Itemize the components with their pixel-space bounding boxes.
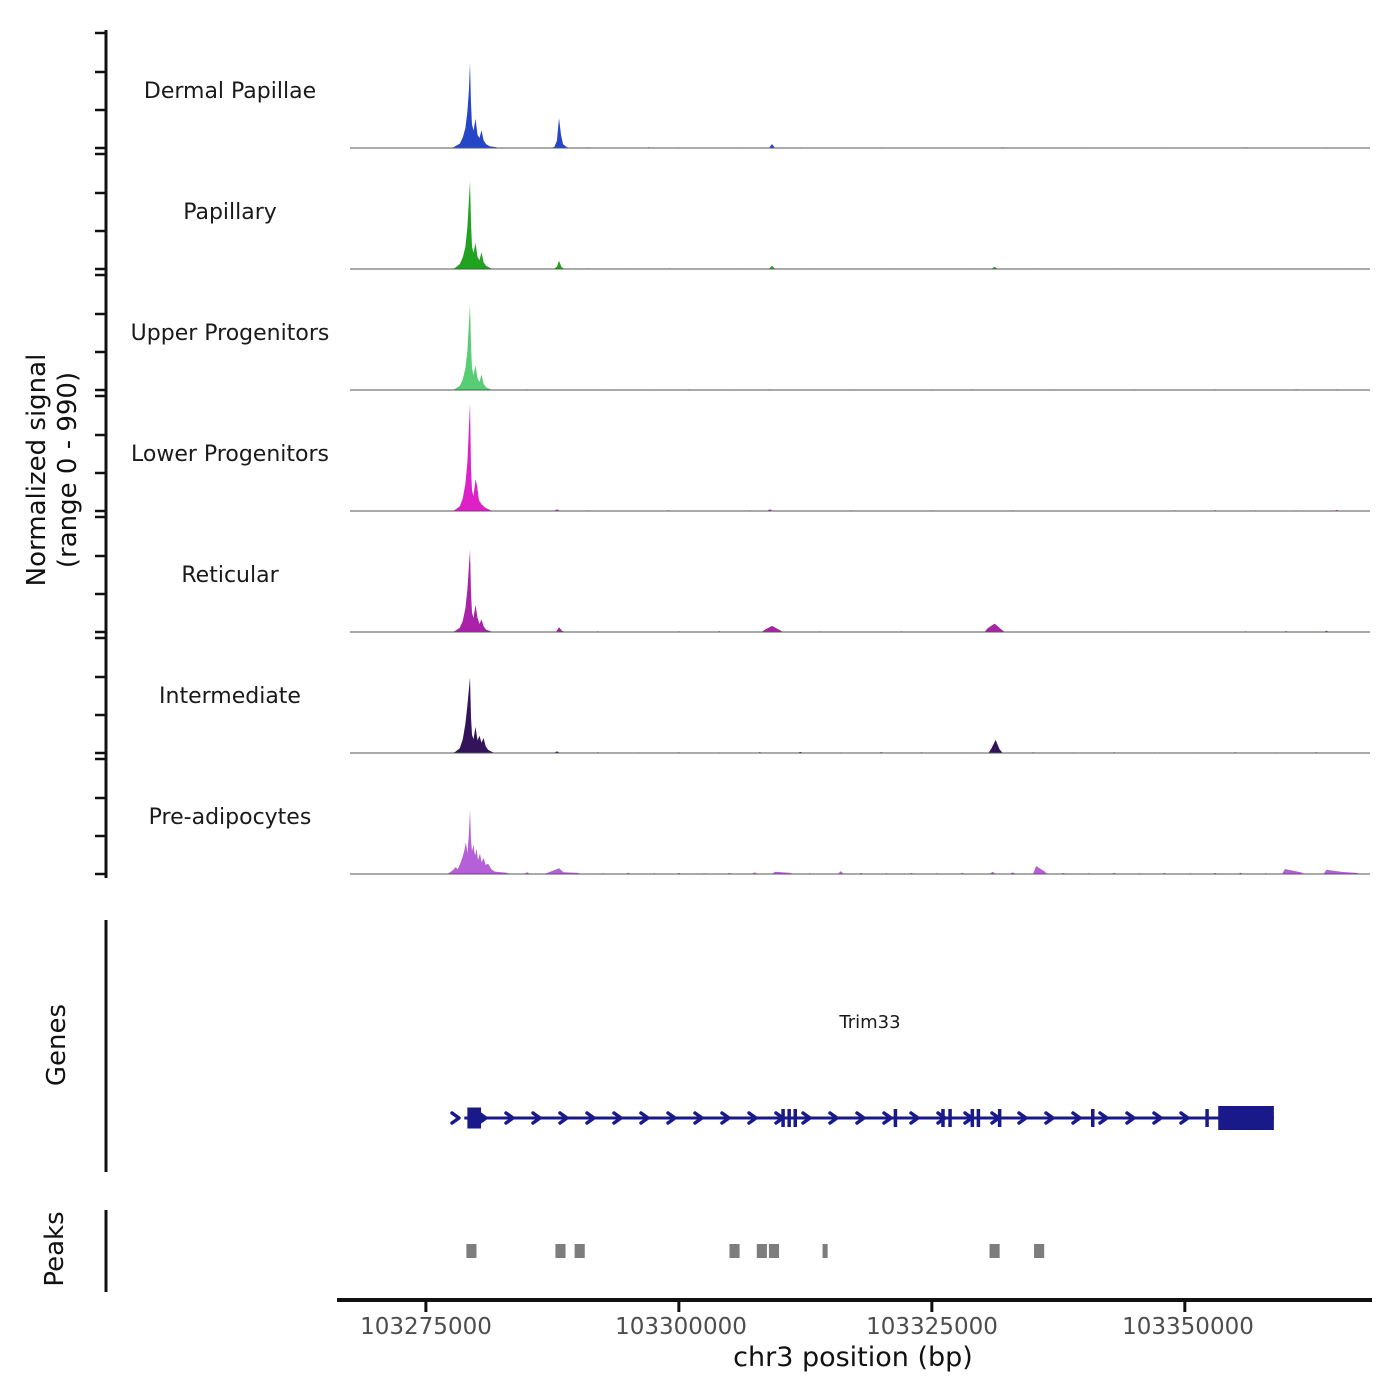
signal-area [452,677,1319,753]
strand-arrow-icon [452,1113,459,1123]
y-axis-label-line1: Normalized signal [22,353,52,587]
signal-track-reticular [350,550,1370,632]
signal-track-dermal-papillae [350,63,1370,148]
x-tick-label-103300000: 103300000 [615,1314,747,1340]
track-label-pre-adipocytes: Pre-adipocytes [148,805,312,830]
y-axis-label-line2: (range 0 - 990) [53,371,83,569]
peak-call-box [575,1244,585,1258]
track-label-lower-progenitors: Lower Progenitors [131,442,329,467]
x-tick-label-103325000: 103325000 [866,1314,998,1340]
signal-track-lower-progenitors [350,403,1370,511]
signal-area [452,550,1329,632]
x-tick-label-103275000: 103275000 [360,1314,492,1340]
first-exon-box [467,1108,481,1129]
peak-call-box [757,1244,767,1258]
gene-model-trim33 [452,1106,1274,1130]
x-axis [337,1300,1372,1312]
genes-section-label: Genes [42,1003,72,1087]
track-label-reticular: Reticular [181,563,279,588]
signal-area [452,304,1339,390]
track-label-upper-progenitors: Upper Progenitors [130,321,330,346]
signal-track-papillary [350,181,1370,269]
track-label-papillary: Papillary [183,200,277,225]
gene-name-trim33: Trim33 [839,1012,901,1033]
signal-track-intermediate [350,677,1370,753]
peak-call-box [990,1244,1000,1258]
track-label-dermal-papillae: Dermal Papillae [143,79,317,104]
last-exon-box [1218,1106,1274,1130]
peak-calls-track [466,1244,1044,1258]
track-label-intermediate: Intermediate [159,684,301,709]
signal-area [452,403,1339,511]
signal-area [452,181,1350,269]
x-axis-title: chr3 position (bp) [733,1342,973,1373]
signal-track-upper-progenitors [350,304,1370,390]
peaks-section-label: Peaks [40,1211,70,1287]
signal-area [452,63,1329,148]
peak-call-box [823,1244,828,1258]
signal-area [447,810,1360,874]
peak-call-box [769,1244,779,1258]
x-tick-label-103350000: 103350000 [1122,1314,1254,1340]
peak-call-box [555,1244,565,1258]
peak-call-box [729,1244,739,1258]
y-axis-label [22,320,86,620]
signal-track-pre-adipocytes [350,810,1370,874]
peak-call-box [466,1244,476,1258]
peak-call-box [1034,1244,1044,1258]
